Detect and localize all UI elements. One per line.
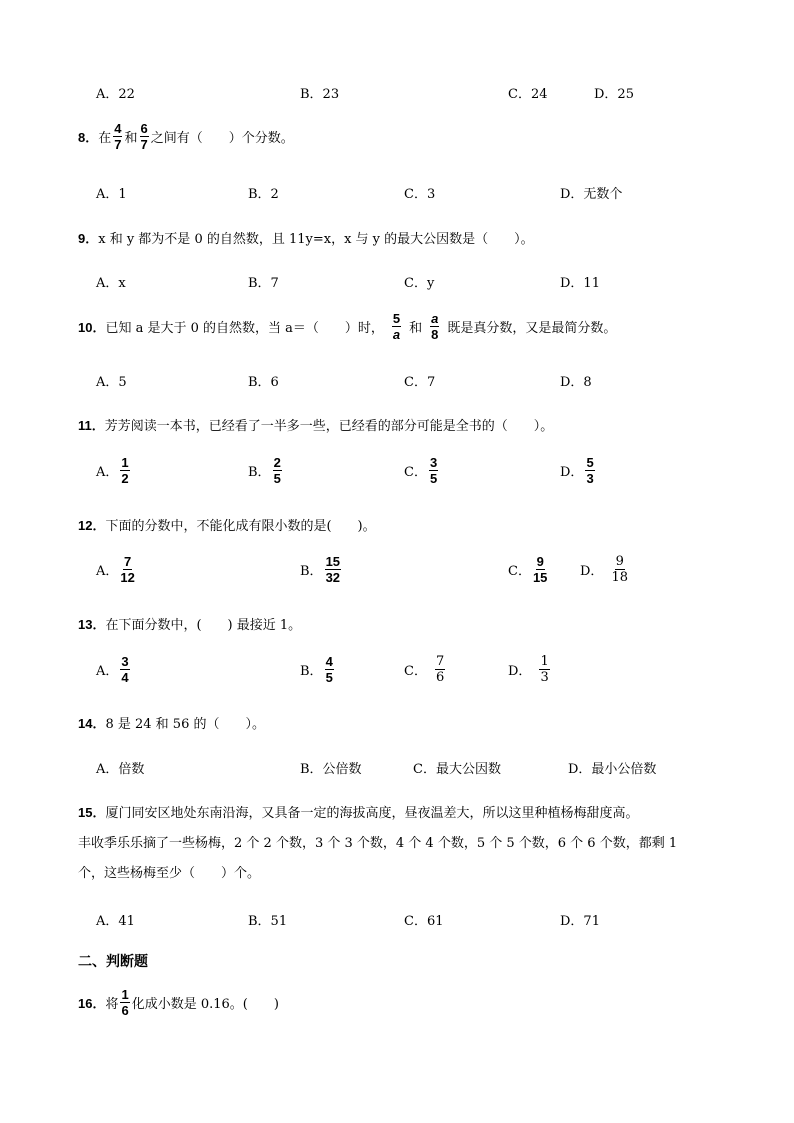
q12-option-d: D． $\frac{9}{18}$ — [580, 554, 628, 585]
question-number: 15． — [78, 805, 106, 820]
question-number: 12． — [78, 518, 106, 533]
q15-option-b: B．51 — [248, 914, 288, 929]
q7-option-c: C．24 — [508, 87, 548, 102]
question-text: 将 — [105, 997, 119, 1012]
q11-option-c: C． $\frac{3}{5}$ — [404, 455, 438, 486]
q7-option-a: A．22 — [96, 87, 135, 102]
question-text: 芳芳阅读一本书，已经看了一半多一些，已经看的部分可能是全书的（ ）。 — [104, 419, 554, 434]
question-text: 在 — [98, 131, 112, 146]
q12-option-b: B． $\frac{15}{32}$ — [300, 554, 341, 585]
q8-option-d: D．无数个 — [560, 187, 623, 202]
q14-option-a: A．倍数 — [96, 762, 145, 777]
q12-option-a: A． $\frac{7}{12}$ — [96, 554, 135, 585]
question-text: 已知 a 是大于 0 的自然数，当 a＝（ ）时， — [105, 321, 384, 336]
q10-option-d: D．8 — [560, 375, 592, 390]
question-number: 8． — [78, 130, 99, 145]
question-13 — [78, 614, 754, 633]
question-text: x 和 y 都为不是 0 的自然数，且 11y=x，x 与 y 的最大公因数是（ ）。 — [98, 232, 534, 247]
q15-option-a: A．41 — [96, 914, 135, 929]
fraction: $\frac{4}{7}$ — [114, 121, 122, 152]
q11-option-b: B． $\frac{2}{5}$ — [248, 455, 281, 486]
q11-option-d: D． $\frac{5}{3}$ — [560, 455, 594, 486]
question-16 — [78, 988, 754, 1017]
fraction: $\frac{6}{7}$ — [140, 121, 148, 152]
q14-option-d: D．最小公倍数 — [568, 762, 657, 777]
q14-option-b: B．公倍数 — [300, 762, 362, 777]
section-heading: 二、判断题 — [78, 953, 148, 969]
question-text: 厦门同安区地处东南沿海，又具备一定的海拔高度，昼夜温差大，所以这里种植杨梅甜度高。 — [105, 806, 639, 821]
question-text: 化成小数是 0.16。( ) — [131, 997, 279, 1012]
question-text: 个，这些杨梅至少（ ）个。 — [78, 866, 261, 881]
fraction: $\frac{5}{a}$ — [392, 311, 401, 342]
fraction: $\frac{a}{8}$ — [431, 311, 439, 342]
question-text: 既是真分数，又是最简分数。 — [447, 321, 617, 336]
question-15 — [78, 798, 754, 889]
question-number: 13． — [78, 617, 106, 632]
question-number: 9． — [78, 231, 99, 246]
q13-option-b: B． $\frac{4}{5}$ — [300, 654, 333, 685]
question-text: 8 是 24 和 56 的（ ）。 — [105, 717, 265, 732]
question-14 — [78, 713, 754, 732]
question-number: 11． — [78, 418, 105, 433]
question-text: 和 — [124, 131, 138, 146]
question-text: 和 — [409, 321, 423, 336]
q14-option-c: C．最大公因数 — [413, 762, 501, 777]
q10-option-b: B．6 — [248, 375, 279, 390]
q10-option-a: A．5 — [96, 375, 127, 390]
q9-option-c: C．y — [404, 276, 435, 291]
q15-option-c: C．61 — [404, 914, 444, 929]
q7-option-b: B．23 — [300, 87, 340, 102]
q9-option-b: B．7 — [248, 276, 279, 291]
fraction: $\frac{1}{6}$ — [121, 987, 129, 1018]
question-text: 下面的分数中，不能化成有限小数的是( )。 — [105, 519, 376, 534]
question-number: 10． — [78, 320, 106, 335]
q15-option-d: D．71 — [560, 914, 600, 929]
q8-option-c: C．3 — [404, 187, 436, 202]
q7-option-d: D．25 — [594, 87, 634, 102]
q11-option-a: A． $\frac{1}{2}$ — [96, 455, 129, 486]
q10-option-c: C．7 — [404, 375, 436, 390]
q9-option-a: A．x — [96, 276, 126, 291]
q13-option-a: A． $\frac{3}{4}$ — [96, 654, 129, 685]
question-number: 16． — [78, 996, 106, 1011]
question-text: 之间有（ ）个分数。 — [150, 131, 294, 146]
question-text: 在下面分数中，( ) 最接近 1。 — [105, 618, 302, 633]
question-10 — [78, 312, 754, 341]
question-9 — [78, 228, 754, 247]
q12-option-c: C． $\frac{9}{15}$ — [508, 554, 548, 585]
q8-option-a: A．1 — [96, 187, 127, 202]
q9-option-d: D．11 — [560, 276, 600, 291]
question-8 — [78, 122, 754, 151]
question-12 — [78, 515, 754, 534]
question-text: 丰收季乐乐摘了一些杨梅，2 个 2 个数，3 个 3 个数，4 个 4 个数，5 个 5 个数，6 个 6 个数，都剩 1 — [78, 836, 678, 851]
question-number: 14． — [78, 716, 106, 731]
q13-option-d: D． $\frac{1}{3}$ — [508, 654, 549, 685]
q13-option-c: C． $\frac{7}{6}$ — [404, 654, 445, 685]
q8-option-b: B．2 — [248, 187, 279, 202]
question-11 — [78, 415, 754, 434]
